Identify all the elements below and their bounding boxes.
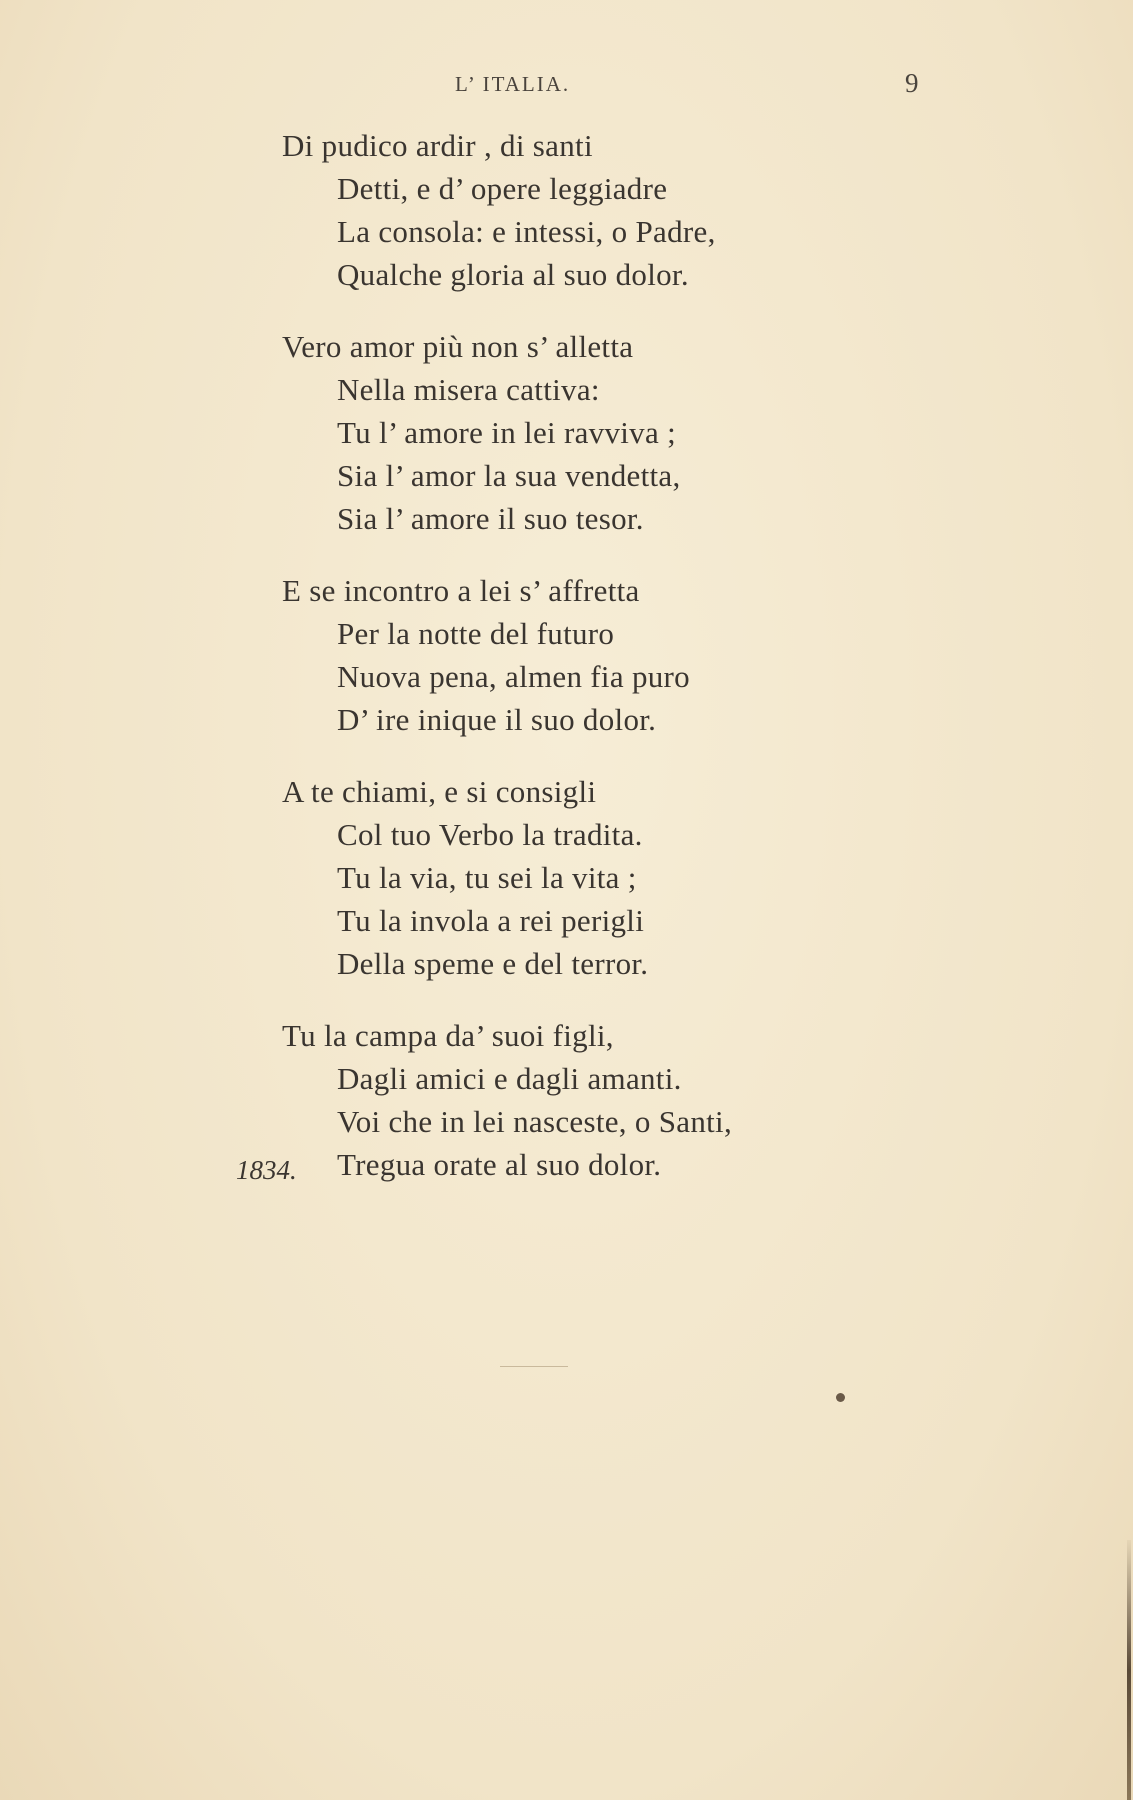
poem-line: Per la notte del futuro [337, 616, 615, 651]
poem [282, 124, 902, 1215]
poem-line: Nuova pena, almen fia puro [337, 659, 690, 694]
poem-line: Vero amor più non s’ alletta [282, 329, 634, 364]
stanza [282, 1014, 902, 1186]
poem-line: D’ ire inique il suo dolor. [337, 702, 657, 737]
poem-line: Tregua orate al suo dolor. [337, 1147, 662, 1182]
page-number: 9 [905, 68, 919, 98]
poem-line: Detti, e d’ opere leggiadre [337, 171, 668, 206]
poem-line: Col tuo Verbo la tradita. [337, 817, 643, 852]
poem-line: Qualche gloria al suo dolor. [337, 257, 689, 292]
poem-line: Sia l’ amor la sua vendetta, [337, 458, 681, 493]
divider-rule [500, 1366, 568, 1367]
ink-spot [836, 1393, 845, 1402]
poem-line: Di pudico ardir , di santi [282, 128, 593, 163]
poem-line: E se incontro a lei s’ affretta [282, 573, 640, 608]
page-edge [1127, 1540, 1131, 1800]
stanza [282, 325, 902, 540]
stanza [282, 770, 902, 985]
poem-line: Dagli amici e dagli amanti. [337, 1061, 682, 1096]
poem-line: Tu la invola a rei perigli [337, 903, 645, 938]
poem-line: La consola: e intessi, o Padre, [337, 214, 716, 249]
running-head: L’ ITALIA. [455, 72, 571, 96]
poem-line: Tu la via, tu sei la vita ; [337, 860, 637, 895]
stanza [282, 569, 902, 741]
poem-line: Tu l’ amore in lei ravviva ; [337, 415, 677, 450]
poem-line: A te chiami, e si consigli [282, 774, 597, 809]
poem-line: Nella misera cattiva: [337, 372, 600, 407]
poem-line: Della speme e del terror. [337, 946, 649, 981]
stanza [282, 124, 902, 296]
poem-line: Tu la campa da’ suoi figli, [282, 1018, 614, 1053]
poem-line: Voi che in lei nasceste, o Santi, [337, 1104, 733, 1139]
poem-line: Sia l’ amore il suo tesor. [337, 501, 644, 536]
poem-date: 1834. [236, 1155, 297, 1185]
